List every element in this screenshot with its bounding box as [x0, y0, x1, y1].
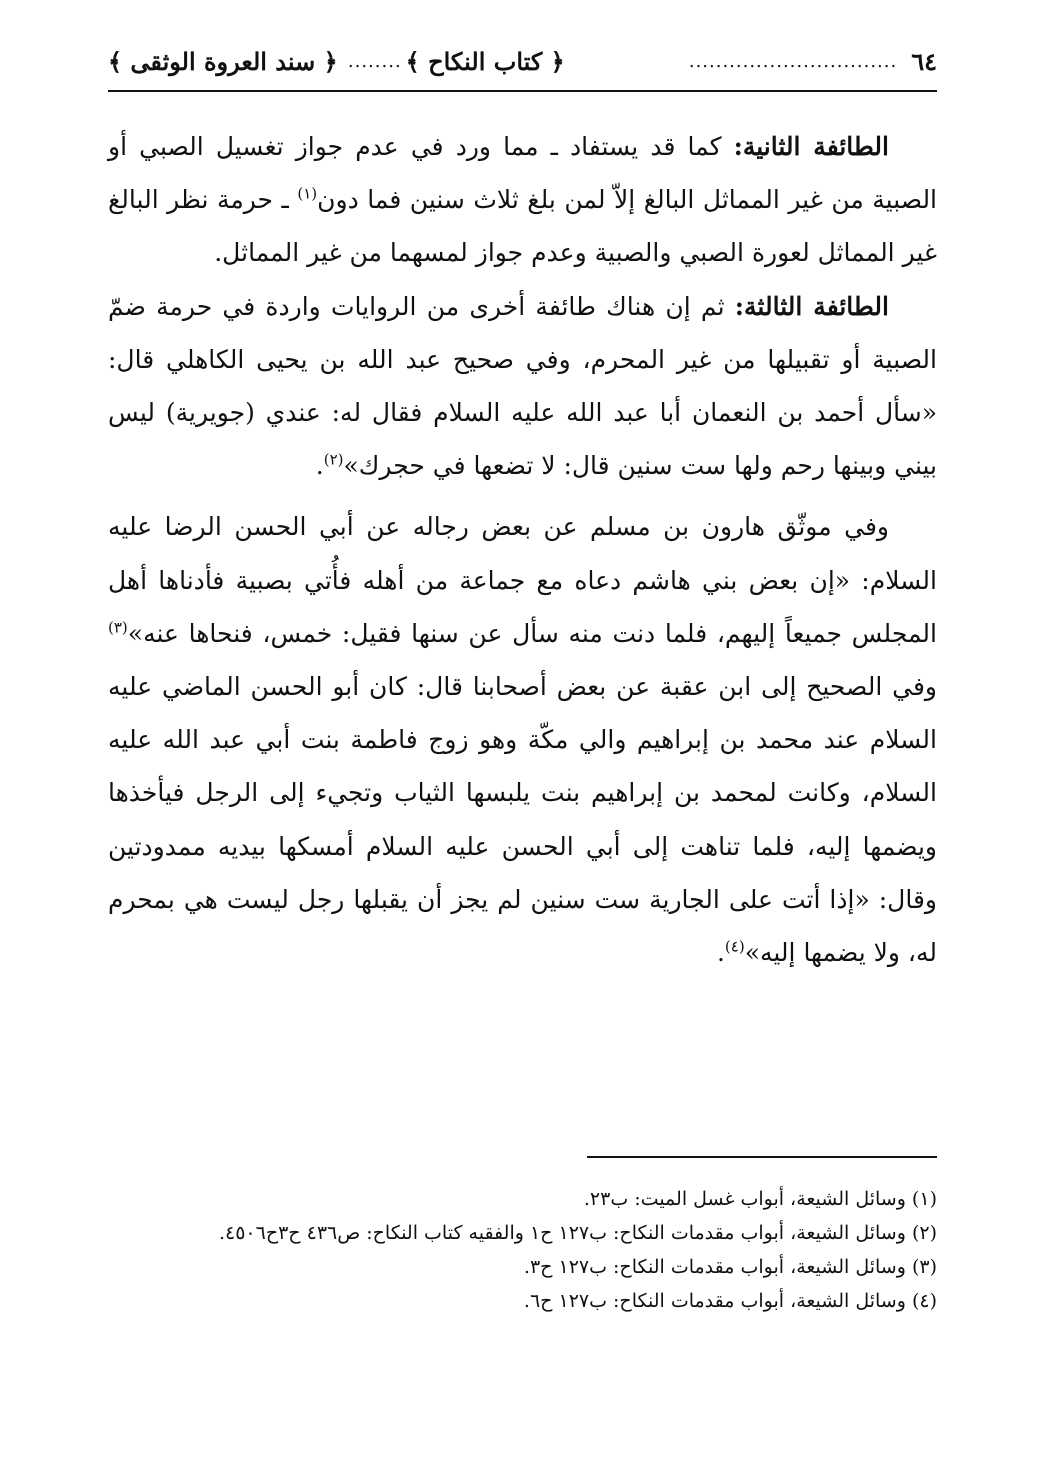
running-header: [108, 36, 937, 86]
footnote-separator: [587, 1156, 937, 1158]
header-leader-dots-short: ........: [347, 50, 402, 72]
main-text: [108, 120, 937, 979]
footnote-ref: (٣): [108, 618, 128, 637]
paragraph-narrations: وفي موثّق هارون بن مسلم عن بعض رجاله عن أبي الحسن الرضا عليه السلام: «إن بعض بني هاشم دعاه مع جماعة من أهله فأُتي بصبية فأدناها أهل المجلس جميعاً إليهم، فلما دنت منه سأل عن سنها فقيل: خمس، فنحاها عنه»$^{(٣)}$ وفي الصحيح إلى ابن عقبة عن بعض أصحابنا قال: كان أبو الحسن الماضي عليه السلام عند محمد بن إبراهيم والي مكّة وهو زوج فاطمة بنت أبي عبد الله عليه السلام، وكانت لمحمد بن إبراهيم بنت يلبسها الثياب وتجيء إلى الرجل فيأخذها ويضمها إليه، فلما تناهت إلى أبي الحسن عليه السلام أمسكها بيديه ممدودتين وقال: «إذا أتت على الجارية ست سنين لم يجز أن يقبلها رجل ليست هي بمحرم له، ولا يضمها إليه»$^{(٤)}$.: [108, 512, 937, 968]
paragraph-label: الطائفة الثالثة:: [734, 291, 889, 321]
paragraph-label: الطائفة الثانية:: [733, 132, 889, 161]
book-title: ﴿ سند العروة الوثقى ﴾: [108, 46, 338, 76]
paragraph-second-group: الطائفة الثانية: كما قد يستفاد ـ مما ورد في عدم جواز تغسيل الصبي أو الصبية من غير المماثل البالغ إلاّ لمن بلغ ثلاث سنين فما دون$^{(١)}$ ـ حرمة نظر البالغ غير المماثل لعورة الصبي والصبية وعدم جواز لمسهما من غير المماثل.: [108, 132, 938, 268]
footnote-item: (٣) وسائل الشيعة، أبواب مقدمات النكاح: ب١٢٧ ح٣.: [523, 1256, 937, 1278]
footnote-item: (٢) وسائل الشيعة، أبواب مقدمات النكاح: ب١٢٧ ح١ والفقيه كتاب النكاح: ص٤٣٦ ح٣ح٤٥٠٦.: [218, 1222, 937, 1244]
page-number: ٦٤: [911, 46, 937, 76]
paragraph-third-group: الطائفة الثالثة: ثم إن هناك طائفة أخرى من الروايات واردة في حرمة ضمّ الصبية أو تقبيلها من غير المحرم، وفي صحيح عبد الله بن يحيى الكاهلي قال: «سأل أحمد بن النعمان أبا عبد الله عليه السلام فقال له: عندي (جويرية) ليس بيني وبينها رحم ولها ست سنين قال: لا تضعها في حجرك»$^{(٢)}$.: [108, 291, 937, 481]
footnote-item: (٤) وسائل الشيعة، أبواب مقدمات النكاح: ب١٢٧ ح٦.: [523, 1290, 937, 1312]
header-rule: [108, 90, 937, 92]
footnote-ref: (٢): [323, 450, 344, 469]
footnote-ref: (١): [297, 184, 318, 203]
header-leader-dots: ...............................: [688, 50, 898, 72]
chapter-title: ﴿ كتاب النكاح ﴾: [405, 46, 565, 76]
footnote-ref: (٤): [724, 937, 745, 956]
footnotes: [108, 1182, 937, 1318]
footnote-item: (١) وسائل الشيعة، أبواب غسل الميت: ب٢٣.: [583, 1188, 937, 1210]
